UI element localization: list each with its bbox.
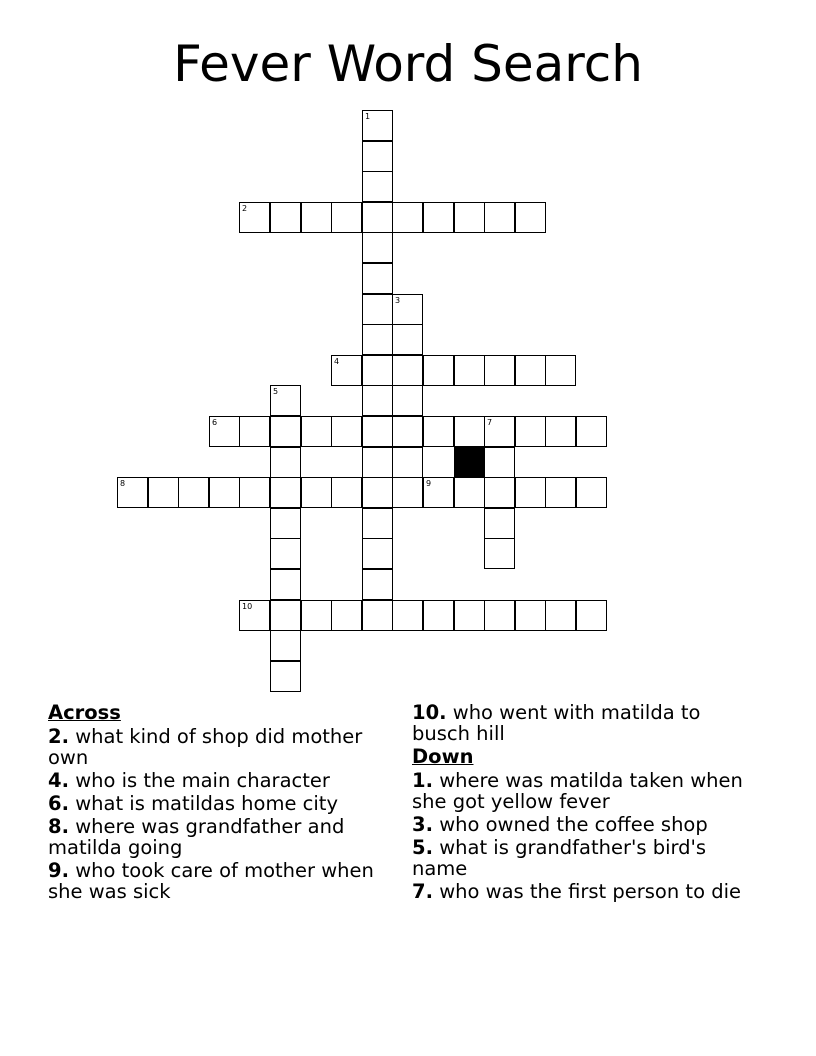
clue-number: 3. <box>412 813 433 836</box>
crossword-cell[interactable] <box>362 600 393 631</box>
crossword-cell[interactable] <box>392 355 423 386</box>
down-clue <box>412 770 762 812</box>
crossword-cell[interactable] <box>270 508 301 539</box>
crossword-cell[interactable] <box>331 202 362 233</box>
across-clue <box>48 770 388 791</box>
cell-number: 1 <box>365 112 371 121</box>
crossword-cell[interactable] <box>362 477 393 508</box>
crossword-cell[interactable] <box>484 538 515 569</box>
crossword-cell[interactable] <box>362 294 393 325</box>
crossword-cell[interactable] <box>270 661 301 692</box>
cell-number: 8 <box>120 479 126 488</box>
crossword-cell[interactable] <box>270 600 301 631</box>
crossword-cell[interactable] <box>392 202 423 233</box>
cell-number: 9 <box>426 479 432 488</box>
crossword-cell[interactable] <box>301 600 332 631</box>
cell-number: 5 <box>273 387 279 396</box>
clue-number: 1. <box>412 769 433 792</box>
crossword-cell[interactable] <box>270 477 301 508</box>
crossword-cell[interactable] <box>362 141 393 172</box>
crossword-cell[interactable] <box>423 600 454 631</box>
crossword-cell[interactable] <box>515 600 546 631</box>
crossword-cell[interactable] <box>239 202 270 233</box>
crossword-cell[interactable] <box>392 324 423 355</box>
crossword-cell[interactable] <box>576 477 607 508</box>
crossword-cell[interactable] <box>301 202 332 233</box>
crossword-cell[interactable] <box>270 416 301 447</box>
crossword-cell[interactable] <box>392 477 423 508</box>
crossword-cell[interactable] <box>331 355 362 386</box>
down-clue <box>412 814 762 835</box>
crossword-cell[interactable] <box>454 202 485 233</box>
crossword-cell[interactable] <box>362 232 393 263</box>
clue-number: 10. <box>412 701 447 724</box>
crossword-cell[interactable] <box>484 447 515 478</box>
crossword-cell[interactable] <box>362 508 393 539</box>
crossword-cell[interactable] <box>454 416 485 447</box>
crossword-cell[interactable] <box>454 477 485 508</box>
cell-number: 4 <box>334 357 340 366</box>
crossword-cell[interactable] <box>270 202 301 233</box>
crossword-cell[interactable] <box>362 385 393 416</box>
crossword-cell[interactable] <box>484 355 515 386</box>
crossword-cell[interactable] <box>270 569 301 600</box>
page-title: Fever Word Search <box>173 35 643 93</box>
crossword-cell[interactable] <box>362 202 393 233</box>
crossword-cell[interactable] <box>331 477 362 508</box>
clue-number: 2. <box>48 725 69 748</box>
crossword-cell[interactable] <box>484 477 515 508</box>
crossword-cell[interactable] <box>239 416 270 447</box>
crossword-cell[interactable] <box>484 202 515 233</box>
crossword-cell[interactable] <box>270 538 301 569</box>
crossword-cell[interactable] <box>545 477 576 508</box>
down-clue <box>412 837 762 879</box>
crossword-cell[interactable] <box>178 477 209 508</box>
clue-text: what is grandfather's bird's name <box>412 836 707 880</box>
crossword-cell[interactable] <box>362 569 393 600</box>
crossword-cell[interactable] <box>301 416 332 447</box>
cell-number: 7 <box>487 418 493 427</box>
across-clue <box>48 816 388 858</box>
across-clue <box>48 793 388 814</box>
crossword-cell[interactable] <box>484 416 515 447</box>
crossword-cell[interactable] <box>423 416 454 447</box>
crossword-cell[interactable] <box>423 477 454 508</box>
cell-number: 10 <box>242 602 253 611</box>
across-clue <box>412 702 762 744</box>
clue-text: who is the main character <box>75 769 330 792</box>
crossword-cell[interactable] <box>362 416 393 447</box>
crossword-cell[interactable] <box>362 538 393 569</box>
cell-number: 2 <box>242 204 248 213</box>
across-clue <box>48 726 388 768</box>
crossword-cell[interactable] <box>331 416 362 447</box>
clues-right-column <box>412 702 762 904</box>
crossword-cell[interactable] <box>545 416 576 447</box>
crossword-cell[interactable] <box>392 385 423 416</box>
down-heading: Down <box>412 745 474 768</box>
clue-number: 6. <box>48 792 69 815</box>
crossword-cell[interactable] <box>362 324 393 355</box>
crossword-cell[interactable] <box>423 202 454 233</box>
crossword-cell[interactable] <box>362 447 393 478</box>
clue-text: where was matilda taken when she got yellow fever <box>412 769 743 813</box>
crossword-cell[interactable] <box>515 202 546 233</box>
crossword-cell[interactable] <box>362 355 393 386</box>
clue-number: 7. <box>412 880 433 903</box>
down-clue <box>412 881 762 902</box>
clue-number: 8. <box>48 815 69 838</box>
clue-text: who owned the coffee shop <box>439 813 708 836</box>
cell-number: 3 <box>395 296 401 305</box>
clues-left-column <box>48 702 388 904</box>
crossword-cell[interactable] <box>270 385 301 416</box>
crossword-cell[interactable] <box>545 355 576 386</box>
crossword-cell[interactable] <box>362 110 393 141</box>
crossword-cell[interactable] <box>270 447 301 478</box>
crossword-cell[interactable] <box>484 600 515 631</box>
crossword-cell[interactable] <box>484 508 515 539</box>
clue-text: what is matildas home city <box>75 792 338 815</box>
crossword-cell[interactable] <box>454 600 485 631</box>
crossword-cell[interactable] <box>239 477 270 508</box>
crossword-cell[interactable] <box>392 600 423 631</box>
crossword-cell[interactable] <box>423 355 454 386</box>
across-heading: Across <box>48 701 121 724</box>
crossword-cell[interactable] <box>362 171 393 202</box>
clue-text: who went with matilda to busch hill <box>412 701 701 745</box>
crossword-cell[interactable] <box>117 477 148 508</box>
crossword-cell[interactable] <box>545 600 576 631</box>
crossword-block <box>454 447 485 478</box>
clue-text: who was the first person to die <box>439 880 741 903</box>
clue-number: 5. <box>412 836 433 859</box>
crossword-cell[interactable] <box>392 416 423 447</box>
crossword-cell[interactable] <box>392 294 423 325</box>
crossword-cell[interactable] <box>362 263 393 294</box>
crossword-cell[interactable] <box>270 630 301 661</box>
crossword-cell[interactable] <box>515 416 546 447</box>
crossword-cell[interactable] <box>209 416 240 447</box>
crossword-cell[interactable] <box>209 477 240 508</box>
crossword-cell[interactable] <box>392 447 423 478</box>
cell-number: 6 <box>212 418 218 427</box>
crossword-cell[interactable] <box>331 600 362 631</box>
crossword-cell[interactable] <box>301 477 332 508</box>
crossword-cell[interactable] <box>148 477 179 508</box>
crossword-cell[interactable] <box>576 600 607 631</box>
crossword-cell[interactable] <box>239 600 270 631</box>
across-clue <box>48 860 388 902</box>
clue-number: 9. <box>48 859 69 882</box>
crossword-cell[interactable] <box>454 355 485 386</box>
clue-text: where was grandfather and matilda going <box>48 815 345 859</box>
clue-text: who took care of mother when she was sick <box>48 859 374 903</box>
crossword-cell[interactable] <box>576 416 607 447</box>
crossword-cell[interactable] <box>515 355 546 386</box>
crossword-cell[interactable] <box>515 477 546 508</box>
clue-number: 4. <box>48 769 69 792</box>
clue-text: what kind of shop did mother own <box>48 725 363 769</box>
